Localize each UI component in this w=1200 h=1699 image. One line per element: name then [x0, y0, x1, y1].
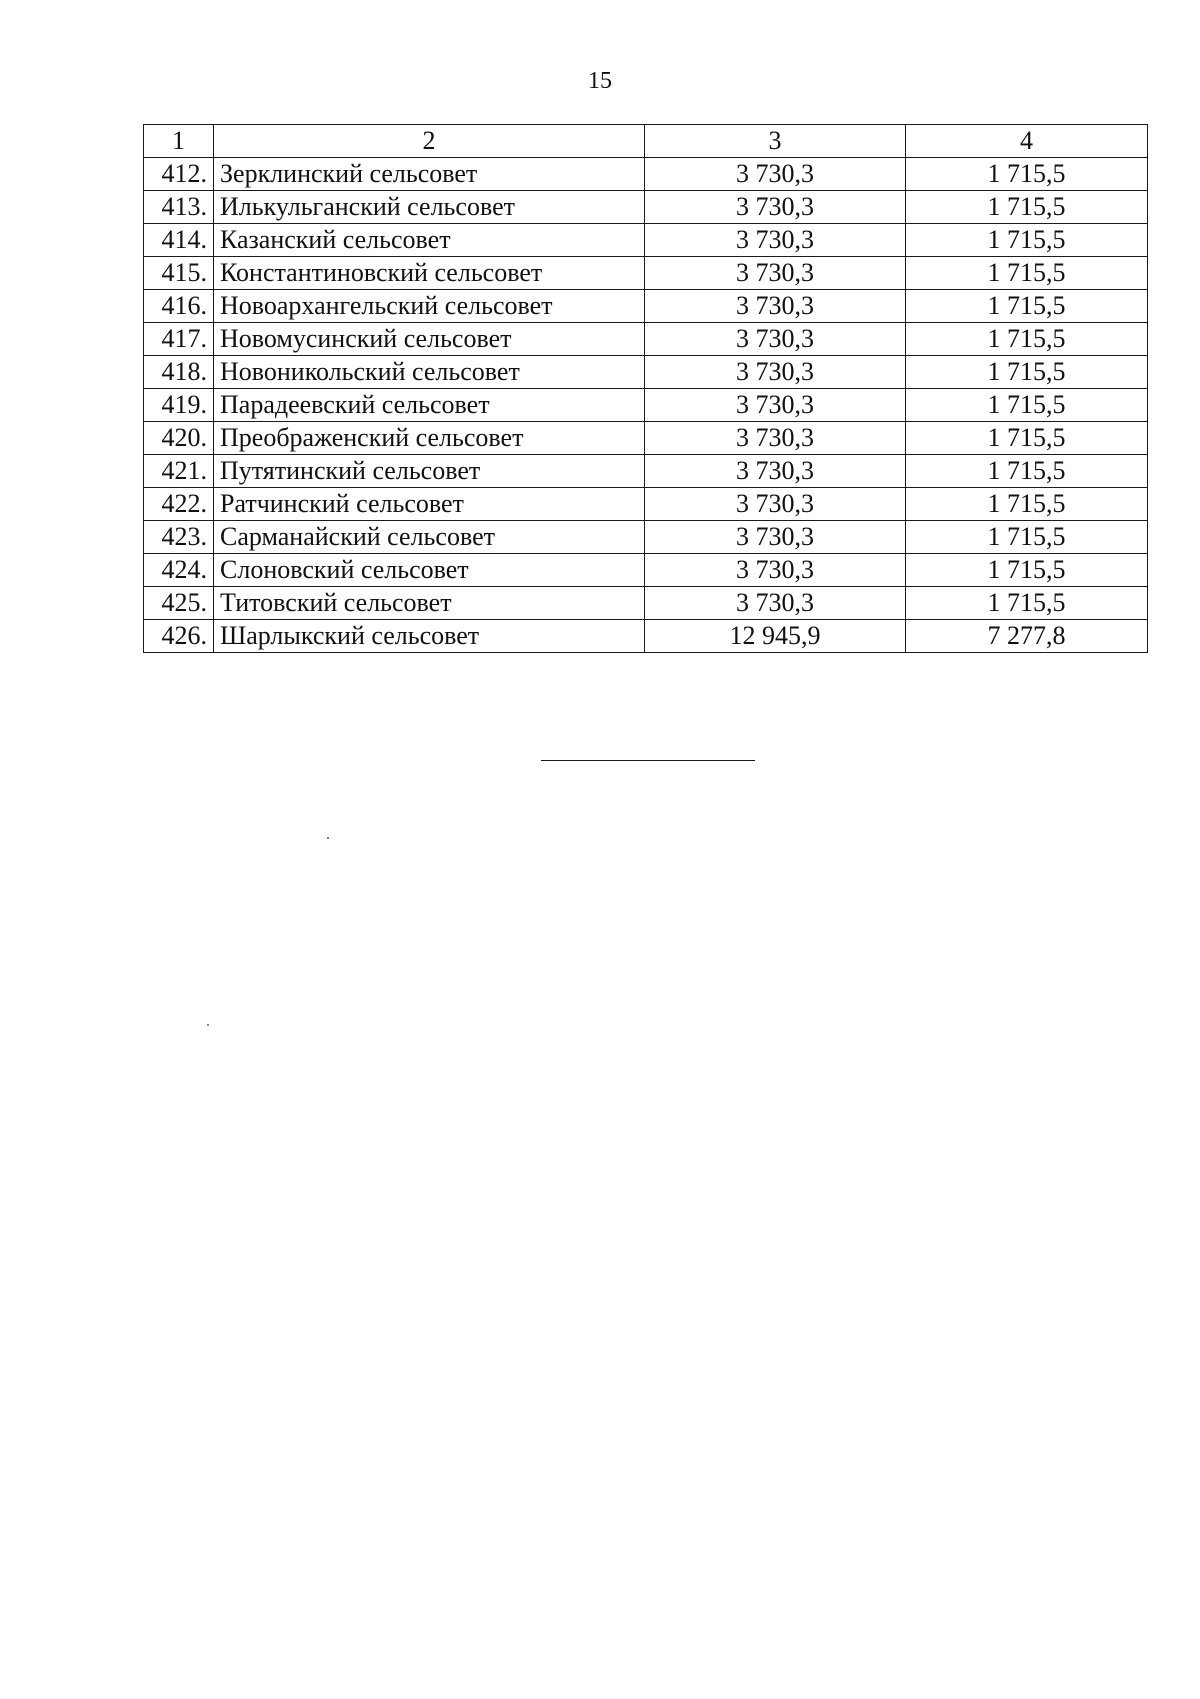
table-row — [144, 587, 1148, 620]
value-col3-cell: 3 730,3 — [645, 455, 906, 488]
table-row — [144, 356, 1148, 389]
council-name-cell: Путятинский сельсовет — [214, 455, 645, 488]
header-cell-1: 1 — [144, 125, 214, 158]
table-header-row — [144, 125, 1148, 158]
value-col3-cell: 3 730,3 — [645, 224, 906, 257]
row-number-cell: 419. — [144, 389, 214, 422]
header-cell-3: 3 — [645, 125, 906, 158]
table-row — [144, 521, 1148, 554]
council-name-cell: Преображенский сельсовет — [214, 422, 645, 455]
row-number-cell: 425. — [144, 587, 214, 620]
value-col3-cell: 3 730,3 — [645, 422, 906, 455]
value-col3-cell: 3 730,3 — [645, 257, 906, 290]
header-cell-2: 2 — [214, 125, 645, 158]
council-name-cell: Казанский сельсовет — [214, 224, 645, 257]
value-col4-cell: 1 715,5 — [906, 191, 1148, 224]
value-col4-cell: 1 715,5 — [906, 488, 1148, 521]
row-number-cell: 417. — [144, 323, 214, 356]
table-row — [144, 257, 1148, 290]
value-col4-cell: 1 715,5 — [906, 323, 1148, 356]
value-col3-cell: 3 730,3 — [645, 191, 906, 224]
value-col4-cell: 1 715,5 — [906, 290, 1148, 323]
value-col3-cell: 3 730,3 — [645, 521, 906, 554]
council-name-cell: Новоархангельский сельсовет — [214, 290, 645, 323]
table-row — [144, 290, 1148, 323]
end-rule — [541, 760, 755, 761]
value-col4-cell: 1 715,5 — [906, 587, 1148, 620]
row-number-cell: 426. — [144, 620, 214, 653]
row-number-cell: 416. — [144, 290, 214, 323]
council-name-cell: Новомусинский сельсовет — [214, 323, 645, 356]
table-row — [144, 620, 1148, 653]
page-number: 15 — [588, 68, 612, 94]
value-col3-cell: 12 945,9 — [645, 620, 906, 653]
table-row — [144, 191, 1148, 224]
council-name-cell: Ратчинский сельсовет — [214, 488, 645, 521]
table-row — [144, 224, 1148, 257]
council-name-cell: Илькульганский сельсовет — [214, 191, 645, 224]
row-number-cell: 422. — [144, 488, 214, 521]
value-col4-cell: 1 715,5 — [906, 224, 1148, 257]
value-col4-cell: 7 277,8 — [906, 620, 1148, 653]
value-col4-cell: 1 715,5 — [906, 158, 1148, 191]
data-table — [143, 124, 1148, 653]
value-col3-cell: 3 730,3 — [645, 488, 906, 521]
table-row — [144, 158, 1148, 191]
value-col3-cell: 3 730,3 — [645, 554, 906, 587]
value-col3-cell: 3 730,3 — [645, 290, 906, 323]
table-row — [144, 422, 1148, 455]
value-col4-cell: 1 715,5 — [906, 422, 1148, 455]
row-number-cell: 424. — [144, 554, 214, 587]
value-col3-cell: 3 730,3 — [645, 389, 906, 422]
table-row — [144, 389, 1148, 422]
council-name-cell: Новоникольский сельсовет — [214, 356, 645, 389]
scan-speck — [327, 837, 329, 839]
council-name-cell: Константиновский сельсовет — [214, 257, 645, 290]
row-number-cell: 420. — [144, 422, 214, 455]
row-number-cell: 418. — [144, 356, 214, 389]
value-col3-cell: 3 730,3 — [645, 587, 906, 620]
row-number-cell: 413. — [144, 191, 214, 224]
header-cell-4: 4 — [906, 125, 1148, 158]
table-row — [144, 488, 1148, 521]
row-number-cell: 412. — [144, 158, 214, 191]
value-col3-cell: 3 730,3 — [645, 158, 906, 191]
council-name-cell: Слоновский сельсовет — [214, 554, 645, 587]
row-number-cell: 423. — [144, 521, 214, 554]
scan-speck — [207, 1024, 209, 1026]
table-row — [144, 455, 1148, 488]
value-col4-cell: 1 715,5 — [906, 455, 1148, 488]
row-number-cell: 415. — [144, 257, 214, 290]
council-name-cell: Парадеевский сельсовет — [214, 389, 645, 422]
value-col4-cell: 1 715,5 — [906, 257, 1148, 290]
council-name-cell: Сарманайский сельсовет — [214, 521, 645, 554]
value-col3-cell: 3 730,3 — [645, 356, 906, 389]
value-col4-cell: 1 715,5 — [906, 554, 1148, 587]
value-col3-cell: 3 730,3 — [645, 323, 906, 356]
value-col4-cell: 1 715,5 — [906, 521, 1148, 554]
value-col4-cell: 1 715,5 — [906, 356, 1148, 389]
council-name-cell: Шарлыкский сельсовет — [214, 620, 645, 653]
row-number-cell: 414. — [144, 224, 214, 257]
table-row — [144, 554, 1148, 587]
table-row — [144, 323, 1148, 356]
value-col4-cell: 1 715,5 — [906, 389, 1148, 422]
council-name-cell: Титовский сельсовет — [214, 587, 645, 620]
row-number-cell: 421. — [144, 455, 214, 488]
council-name-cell: Зерклинский сельсовет — [214, 158, 645, 191]
